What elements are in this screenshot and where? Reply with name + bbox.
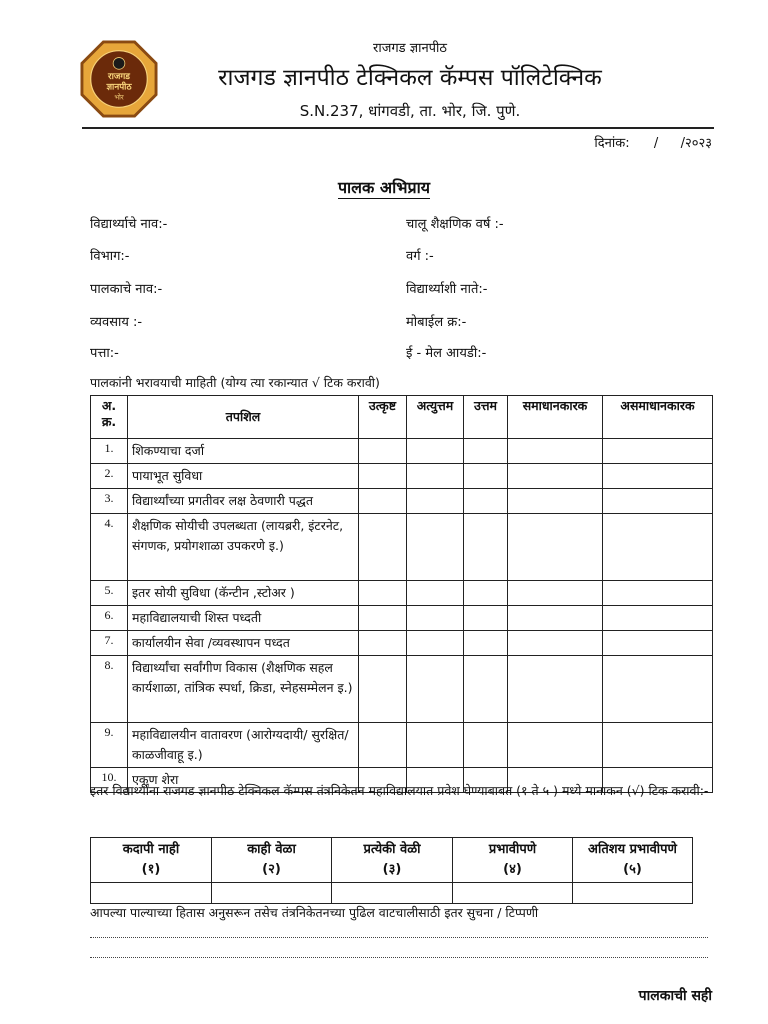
cell-excellent[interactable] bbox=[359, 606, 407, 631]
cell-very-good[interactable] bbox=[407, 489, 464, 514]
cell-very-good[interactable] bbox=[407, 606, 464, 631]
cell-very-good[interactable] bbox=[407, 723, 464, 768]
cell-unsatisfactory[interactable] bbox=[603, 489, 713, 514]
cell-satisfactory[interactable] bbox=[508, 514, 603, 581]
scale-num: (४) bbox=[503, 862, 522, 877]
row-sn: 4. bbox=[91, 514, 128, 581]
scale-tick-cell-3[interactable] bbox=[332, 883, 453, 904]
org-title: राजगड ज्ञानपीठ टेक्निकल कॅम्पस पॉलिटेक्निक bbox=[218, 65, 602, 91]
date-label: दिनांक: bbox=[594, 136, 630, 151]
cell-very-good[interactable] bbox=[407, 656, 464, 723]
parent-signature-label: पालकाची सही bbox=[638, 988, 712, 1004]
cell-good[interactable] bbox=[464, 723, 508, 768]
row-text: शैक्षणिक सोयीची उपलब्धता (लायब्ररी, इंटरनेट, संगणक, प्रयोगशाळा उपकरणे इ.) bbox=[128, 514, 359, 581]
row-sn: 7. bbox=[91, 631, 128, 656]
row-sn: 10. bbox=[91, 768, 128, 793]
org-small-name: राजगड ज्ञानपीठ bbox=[373, 41, 447, 56]
row-sn: 8. bbox=[91, 656, 128, 723]
row-sn: 1. bbox=[91, 439, 128, 464]
scale-option-1 bbox=[91, 838, 212, 883]
row-text: महाविद्यालयाची शिस्त पध्दती bbox=[128, 606, 359, 631]
logo-text-1: राजगड bbox=[108, 72, 130, 82]
header-excellent: उत्कृष्ट bbox=[359, 396, 407, 439]
row-text: शिकण्याचा दर्जा bbox=[128, 439, 359, 464]
header-good: उत्तम bbox=[464, 396, 508, 439]
row-text: इतर सोयी सुविधा (कॅन्टीन ,स्टोअर ) bbox=[128, 581, 359, 606]
field-email[interactable]: ई - मेल आयडी:- bbox=[406, 346, 487, 361]
row-text: कार्यालयीन सेवा /व्यवस्थापन पध्दत bbox=[128, 631, 359, 656]
college-logo bbox=[80, 40, 158, 118]
cell-satisfactory[interactable] bbox=[508, 439, 603, 464]
scale-tick-row bbox=[91, 883, 693, 904]
cell-satisfactory[interactable] bbox=[508, 723, 603, 768]
row-sn: 6. bbox=[91, 606, 128, 631]
cell-excellent[interactable] bbox=[359, 439, 407, 464]
field-parent-name[interactable]: पालकाचे नाव:- bbox=[90, 282, 163, 297]
cell-satisfactory[interactable] bbox=[508, 631, 603, 656]
scale-label: प्रत्येकी वेळी bbox=[363, 842, 421, 857]
scale-header-row bbox=[91, 838, 693, 883]
cell-good[interactable] bbox=[464, 656, 508, 723]
row-sn: 5. bbox=[91, 581, 128, 606]
cell-unsatisfactory[interactable] bbox=[603, 581, 713, 606]
scale-tick-cell-5[interactable] bbox=[573, 883, 693, 904]
field-address[interactable]: पत्ता:- bbox=[90, 346, 119, 361]
field-department[interactable]: विभाग:- bbox=[90, 249, 130, 264]
row-text: विद्यार्थ्यांचा सर्वांगीण विकास (शैक्षणिक सहल कार्यशाळा, तांत्रिक स्पर्धा, क्रिडा, स्नेहसम्मेलन इ.) bbox=[128, 656, 359, 723]
scale-num: (३) bbox=[382, 862, 402, 877]
table-row bbox=[91, 656, 713, 723]
table-row bbox=[91, 514, 713, 581]
cell-unsatisfactory[interactable] bbox=[603, 631, 713, 656]
table-row bbox=[91, 464, 713, 489]
scale-option-2 bbox=[212, 838, 332, 883]
field-relation[interactable]: विद्यार्थ्याशी नाते:- bbox=[406, 282, 488, 297]
cell-excellent[interactable] bbox=[359, 464, 407, 489]
cell-unsatisfactory[interactable] bbox=[603, 439, 713, 464]
cell-good[interactable] bbox=[464, 489, 508, 514]
row-sn: 3. bbox=[91, 489, 128, 514]
row-sn: 9. bbox=[91, 723, 128, 768]
scale-label: प्रभावीपणे bbox=[488, 842, 537, 857]
field-occupation[interactable]: व्यवसाय :- bbox=[90, 315, 143, 330]
cell-good[interactable] bbox=[464, 439, 508, 464]
logo-text-3: भोर bbox=[114, 93, 124, 102]
scale-option-5 bbox=[573, 838, 693, 883]
table-row bbox=[91, 631, 713, 656]
cell-very-good[interactable] bbox=[407, 439, 464, 464]
cell-excellent[interactable] bbox=[359, 581, 407, 606]
scale-option-4 bbox=[453, 838, 573, 883]
scale-option-3 bbox=[332, 838, 453, 883]
table-row bbox=[91, 439, 713, 464]
header-sn: अ. क्र. bbox=[91, 396, 128, 439]
scale-num: (१) bbox=[141, 862, 161, 877]
table-row bbox=[91, 581, 713, 606]
scale-label: अतिशय प्रभावीपणे bbox=[588, 842, 677, 857]
cell-good[interactable] bbox=[464, 464, 508, 489]
cell-satisfactory[interactable] bbox=[508, 581, 603, 606]
suggestions-label: आपल्या पाल्याच्या हितास अनुसरून तसेच तंत्रनिकेतनच्या पुढिल वाटचालीसाठी इतर सुचना / टिप्पणी bbox=[90, 905, 539, 920]
table-header-row bbox=[91, 396, 713, 439]
date-line bbox=[520, 133, 712, 151]
logo-emblem-icon bbox=[113, 58, 125, 70]
scale-num: (२) bbox=[262, 862, 281, 877]
suggestion-line-1[interactable] bbox=[90, 937, 708, 938]
cell-excellent[interactable] bbox=[359, 631, 407, 656]
field-academic-year[interactable]: चालू शैक्षणिक वर्ष :- bbox=[406, 217, 504, 232]
cell-good[interactable] bbox=[464, 514, 508, 581]
cell-satisfactory[interactable] bbox=[508, 489, 603, 514]
cell-very-good[interactable] bbox=[407, 631, 464, 656]
cell-excellent[interactable] bbox=[359, 514, 407, 581]
cell-unsatisfactory[interactable] bbox=[603, 723, 713, 768]
scale-tick-cell-1[interactable] bbox=[91, 883, 212, 904]
header-detail: तपशिल bbox=[128, 396, 359, 439]
suggestion-line-2[interactable] bbox=[90, 957, 708, 958]
cell-unsatisfactory[interactable] bbox=[603, 606, 713, 631]
cell-very-good[interactable] bbox=[407, 514, 464, 581]
scale-label: कदापी नाही bbox=[122, 842, 180, 857]
date-sep-2: /२०२३ bbox=[680, 136, 712, 151]
row-text: एकूण शेरा bbox=[128, 768, 359, 793]
cell-excellent[interactable] bbox=[359, 723, 407, 768]
table-row bbox=[91, 723, 713, 768]
scale-num: (५) bbox=[623, 862, 642, 877]
cell-good[interactable] bbox=[464, 581, 508, 606]
header-very-good: अत्युत्तम bbox=[407, 396, 464, 439]
cell-unsatisfactory[interactable] bbox=[603, 514, 713, 581]
cell-unsatisfactory[interactable] bbox=[603, 656, 713, 723]
date-sep-1: / bbox=[653, 136, 659, 151]
field-class[interactable]: वर्ग :- bbox=[406, 249, 434, 264]
logo-text-2: ज्ञानपीठ bbox=[106, 82, 132, 93]
table-row bbox=[91, 489, 713, 514]
instruction-text: पालकांनी भरावयाची माहिती (योग्य त्या रकान्यात √ टिक करावी) bbox=[90, 375, 380, 390]
cell-good[interactable] bbox=[464, 631, 508, 656]
header-unsatisfactory: असमाधानकारक bbox=[603, 396, 713, 439]
cell-excellent[interactable] bbox=[359, 489, 407, 514]
cell-unsatisfactory[interactable] bbox=[603, 464, 713, 489]
cell-very-good[interactable] bbox=[407, 464, 464, 489]
field-student-name[interactable]: विद्यार्थ्याचे नाव:- bbox=[90, 217, 168, 232]
org-address: S.N.237, धांगवडी, ता. भोर, जि. पुणे. bbox=[299, 102, 521, 120]
cell-good[interactable] bbox=[464, 606, 508, 631]
field-mobile[interactable]: मोबाईल क्र:- bbox=[406, 315, 467, 330]
table-row bbox=[91, 606, 713, 631]
scale-table bbox=[90, 837, 693, 904]
cell-satisfactory[interactable] bbox=[508, 656, 603, 723]
rating-table bbox=[90, 395, 713, 793]
header-divider bbox=[82, 127, 714, 129]
row-sn: 2. bbox=[91, 464, 128, 489]
cell-excellent[interactable] bbox=[359, 656, 407, 723]
admission-question: इतर विद्यार्थ्यांना राजगड ज्ञानपीठ टेक्निकल कॅम्पस तंत्रनिकेतन महाविद्यालयात प्रवेश घेण्याबाबत (१ ते ५ ) मध्ये मानाकन (√) टिक करावी:- bbox=[90, 783, 709, 798]
row-text: पायाभूत सुविधा bbox=[128, 464, 359, 489]
form-title bbox=[0, 176, 768, 198]
scale-tick-cell-4[interactable] bbox=[453, 883, 573, 904]
form-title-text: पालक अभिप्राय bbox=[337, 178, 431, 197]
row-text: महाविद्यालयीन वातावरण (आरोग्यदायी/ सुरक्षित/ काळजीवाहू इ.) bbox=[128, 723, 359, 768]
scale-label: काही वेळा bbox=[247, 842, 296, 857]
header-satisfactory: समाधानकारक bbox=[508, 396, 603, 439]
scale-tick-cell-2[interactable] bbox=[212, 883, 332, 904]
cell-very-good[interactable] bbox=[407, 581, 464, 606]
cell-satisfactory[interactable] bbox=[508, 464, 603, 489]
cell-satisfactory[interactable] bbox=[508, 606, 603, 631]
row-text: विद्यार्थ्यांच्या प्रगतीवर लक्ष ठेवणारी पद्धत bbox=[128, 489, 359, 514]
